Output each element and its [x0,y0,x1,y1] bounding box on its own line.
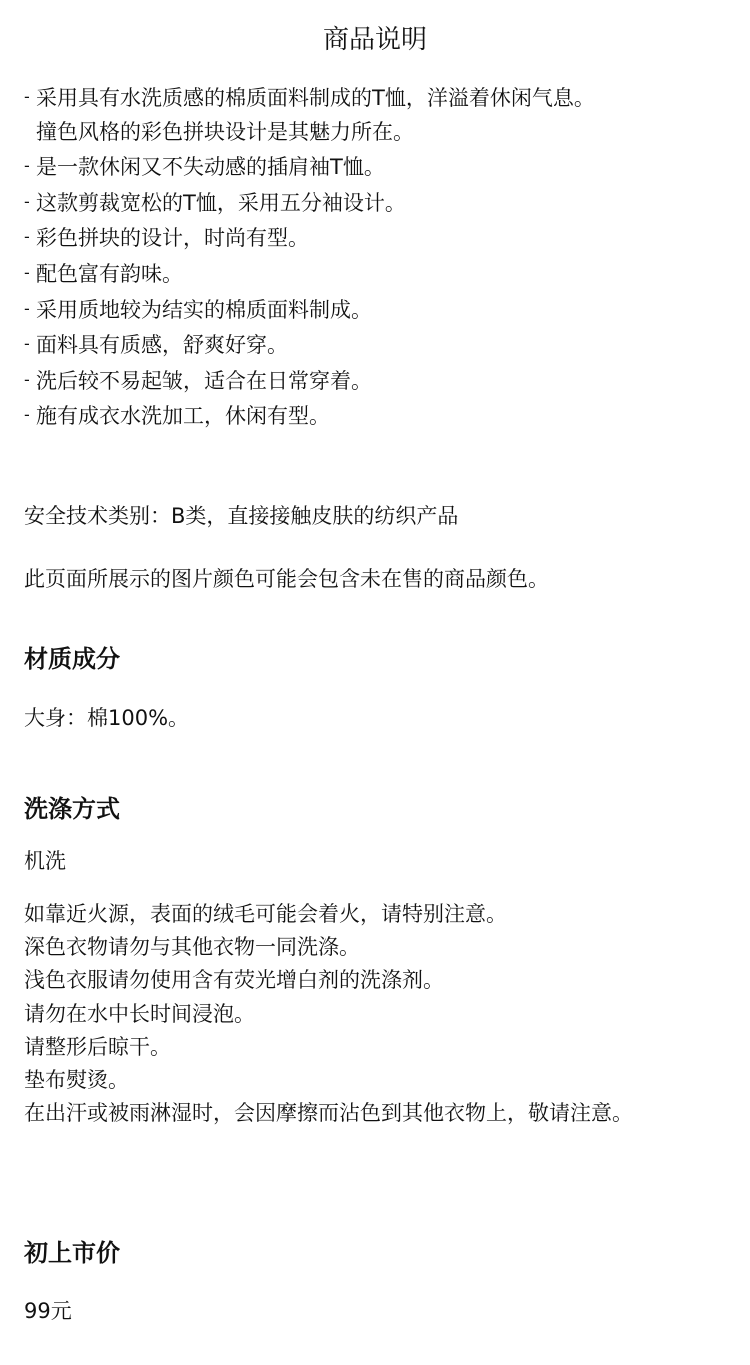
washing-title: 洗涤方式 [24,795,120,823]
description-text: 采用质地较为结实的棉质面料制成。 [36,297,372,322]
color-notice: 此页面所展示的图片颜色可能会包含未在售的商品颜色。 [24,567,549,591]
washing-note: 垫布熨烫。 [24,1068,129,1093]
description-line [24,149,744,185]
washing-notes [24,898,736,1130]
list-dash: - [24,191,30,211]
safety-category: 安全技术类别：B类，直接接触皮肤的纺织产品 [24,504,459,528]
description-line [24,80,744,116]
description-text: 施有成衣水洗加工，休闲有型。 [36,404,330,429]
description-list [24,80,744,434]
washing-note: 深色衣物请勿与其他衣物一同洗涤。 [24,935,360,960]
description-line [24,256,744,292]
description-line [24,292,744,328]
price-value: 99元 [24,1299,72,1323]
description-text: 是一款休闲又不失动感的插肩袖T恤。 [36,155,385,180]
description-text: 面料具有质感，舒爽好穿。 [36,333,288,358]
description-text: 这款剪裁宽松的T恤，采用五分袖设计。 [36,190,406,215]
description-text: 采用具有水洗质感的棉质面料制成的T恤，洋溢着休闲气息。 [36,86,595,110]
description-line [24,363,744,399]
washing-note: 在出汗或被雨淋湿时，会因摩擦而沾色到其他衣物上，敬请注意。 [24,1101,633,1126]
description-line [24,185,744,221]
description-text: 彩色拼块的设计，时尚有型。 [36,226,309,251]
page-title: 商品说明 [322,25,427,55]
material-title: 材质成分 [24,645,120,673]
list-dash: - [24,298,30,318]
washing-note: 如靠近火源，表面的绒毛可能会着火，请特别注意。 [24,902,507,926]
list-dash: - [24,87,30,106]
washing-note: 请整形后晾干。 [24,1034,171,1059]
description-text: 撞色风格的彩色拼块设计是其魅力所在。 [36,119,414,144]
description-line [24,220,744,256]
list-dash: - [24,227,30,247]
description-line [24,327,744,363]
list-dash: - [24,405,30,425]
washing-method: 机洗 [24,849,66,873]
description-text: 配色富有韵味。 [36,261,183,286]
list-dash: - [24,262,30,282]
description-text: 洗后较不易起皱，适合在日常穿着。 [36,368,372,393]
list-dash: - [24,156,30,176]
description-line [24,398,744,434]
description-line [24,116,744,150]
washing-note: 浅色衣服请勿使用含有荧光增白剂的洗涤剂。 [24,968,444,993]
washing-note: 请勿在水中长时间浸泡。 [24,1001,255,1026]
list-dash: - [24,334,30,354]
price-title: 初上市价 [24,1239,120,1267]
material-text: 大身：棉100%。 [24,706,190,730]
list-dash: - [24,369,30,389]
